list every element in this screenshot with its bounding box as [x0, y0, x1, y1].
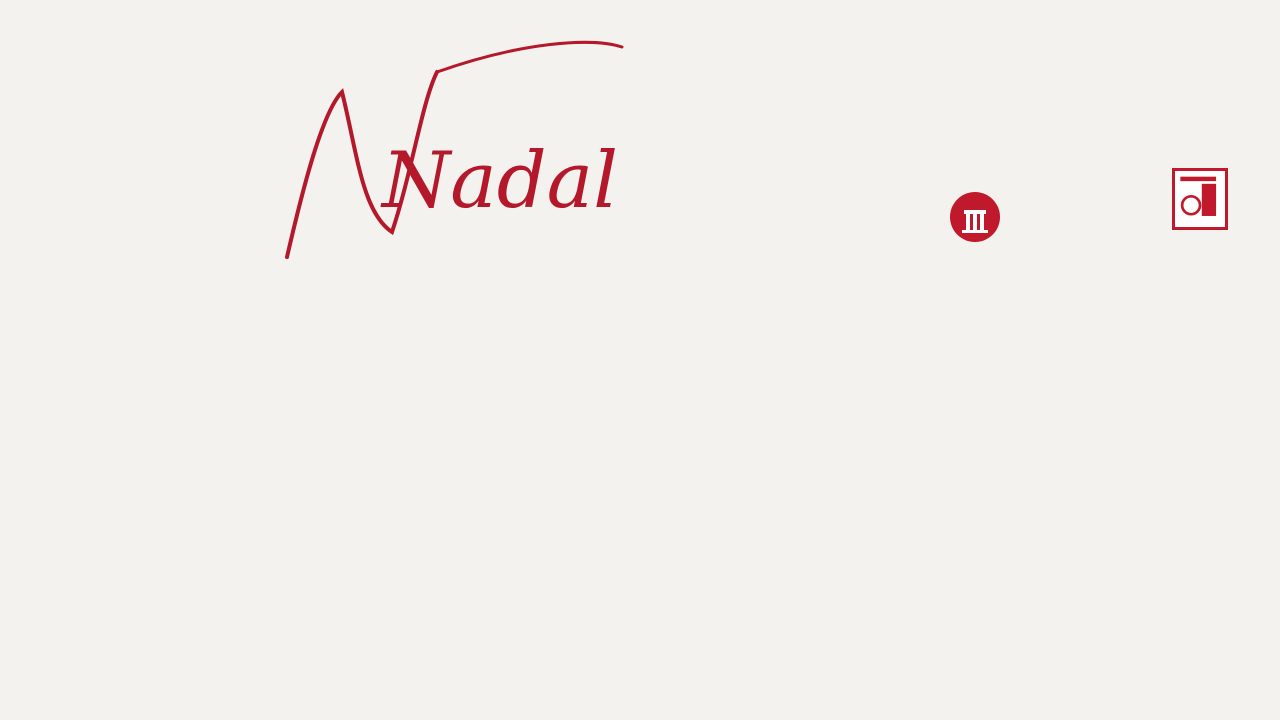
ampa-logo: [1168, 154, 1232, 246]
script-title-text: Nadal: [382, 136, 619, 226]
school-logo: [950, 192, 1150, 244]
nadal-script-title: [262, 32, 642, 272]
school-seal-icon: [950, 192, 1000, 242]
garland-bottom-decoration: [0, 650, 1280, 720]
ampa-emblem-icon: [1172, 168, 1228, 230]
